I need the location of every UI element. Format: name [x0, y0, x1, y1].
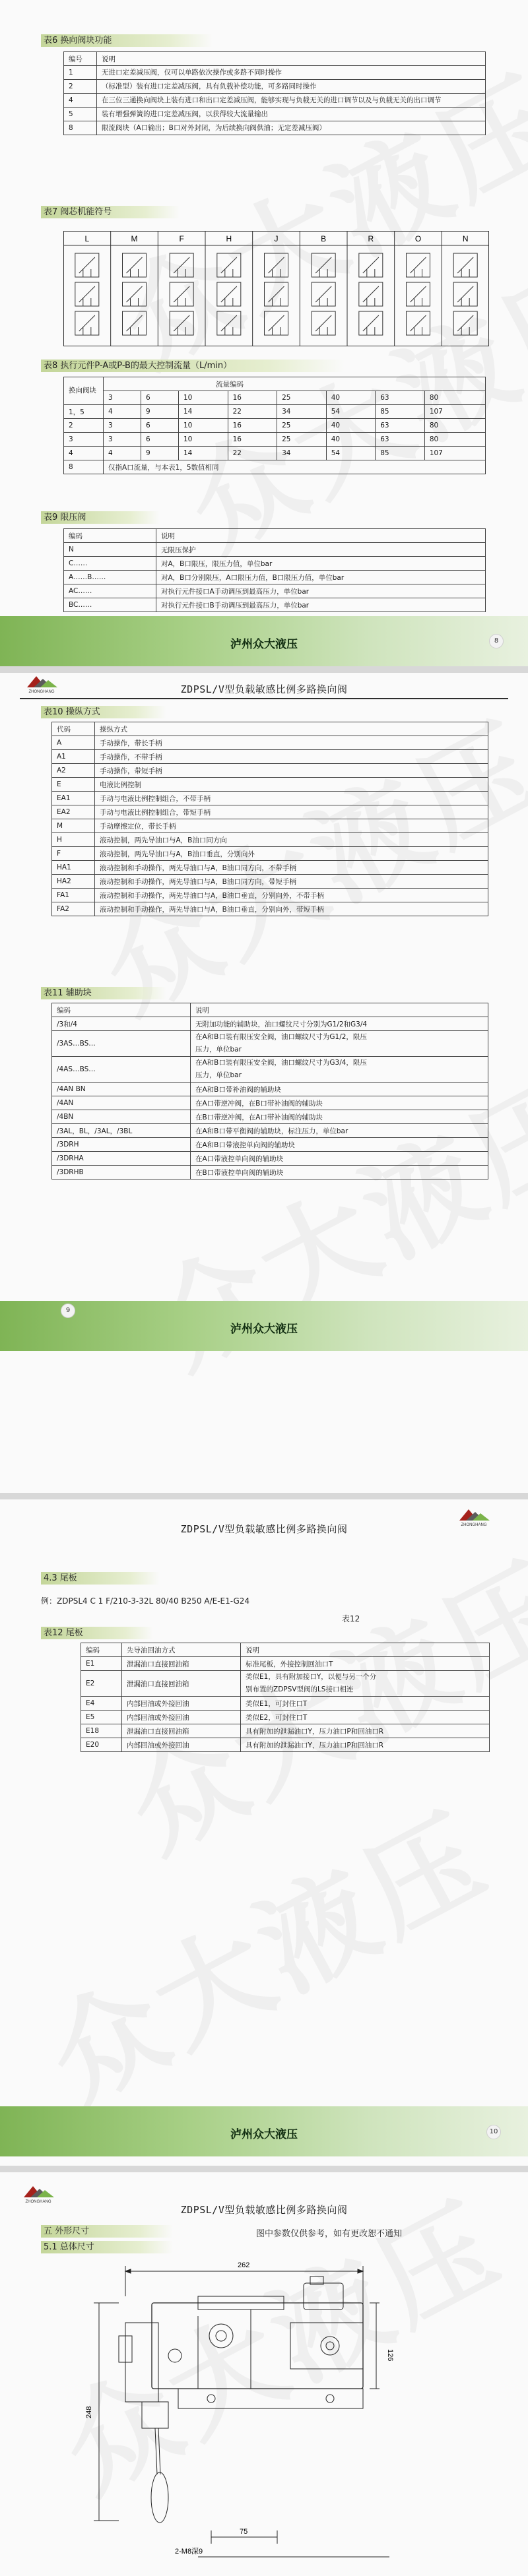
col-header: 流量编码 — [104, 377, 486, 391]
page-footer — [0, 1301, 528, 1351]
spool-flow — [221, 286, 237, 302]
table-cell: 液动控制和手动操作，两先导油口与A，B油口垂直，分别向外，不带手柄 — [95, 889, 488, 902]
table-cell: /3AS…BS… — [52, 1031, 191, 1057]
table-cell: 63 — [376, 419, 425, 433]
table-header-row — [64, 52, 486, 66]
table-cell: A1 — [52, 750, 95, 764]
table-cell: （标准型）装有进口定差减压阀，具有负载补偿功能，可多路同时操作 — [97, 80, 486, 94]
table-cell: E5 — [81, 1711, 122, 1724]
table-cell: A……B…… — [64, 571, 156, 584]
table-row — [52, 861, 488, 875]
table-cell: 无附加功能的辅助块，油口螺纹尺寸分别为G1/2和G3/4 — [191, 1017, 488, 1031]
table-cell: 具有附加的泄漏油口Y，压力油口P和回油口R — [241, 1738, 490, 1752]
col-header: 编码 — [64, 529, 156, 543]
table-cell: C…… — [64, 557, 156, 571]
table-cell: 手动操作，不带手柄 — [95, 750, 488, 764]
section-table6 — [41, 34, 213, 47]
table-cell: 2 — [64, 80, 97, 94]
table-cell: 手动与电液比例控制组合，不带手柄 — [95, 792, 488, 805]
table-cell: 液动控制，两先导油口与A，B油口垂直，分别向外 — [95, 847, 488, 861]
table-cell: 在A和B口装有限压安全阀，油口螺纹尺寸为G3/4，限压 压力，单位bar — [191, 1057, 488, 1083]
spool-flow — [127, 315, 143, 331]
order-example: 例：ZDPSL4 C 1 F/210-3-32L 80/40 B250 A/E-E1-G24 — [41, 1596, 250, 1606]
spool-label: R — [368, 234, 374, 243]
spool-label: N — [462, 234, 469, 243]
table-cell: 内部回油或外接回油 — [122, 1711, 241, 1724]
table-caption: 表12 — [342, 1614, 360, 1623]
table-cell: E20 — [81, 1738, 122, 1752]
table-row — [52, 1124, 488, 1138]
table-cell: A2 — [52, 764, 95, 778]
spool-label: B — [321, 234, 327, 243]
table-cell: 40 — [326, 419, 376, 433]
table-cell: E — [52, 778, 95, 792]
table-row — [64, 121, 486, 135]
page-number: 8 — [489, 634, 504, 648]
spool-flow — [221, 315, 237, 331]
symbols-frame — [64, 232, 489, 346]
spool-flow — [315, 315, 331, 331]
page-footer — [0, 616, 528, 666]
table-row — [52, 875, 488, 889]
company-name: 泸州众大液压 — [230, 1323, 298, 1335]
table-row — [52, 1110, 488, 1124]
table-cell: 9 — [141, 447, 179, 460]
page-header — [0, 2172, 528, 2216]
spool-flow — [363, 257, 379, 273]
table-row — [52, 1057, 488, 1083]
table-cell: 液动控制和手动操作，两先导油口与A，B油口同方向，不带手柄 — [95, 861, 488, 875]
spool-flow — [174, 315, 189, 331]
table-cell: 内部回油或外接回油 — [122, 1738, 241, 1752]
doc-title: ZDPSL/V型负载敏感比例多路换向阀 — [180, 683, 348, 695]
dim-thread: 2-M8深9 — [175, 2548, 203, 2556]
table-cell: 54 — [326, 405, 376, 419]
col-header: 说明 — [97, 52, 486, 66]
table-cell: EA1 — [52, 792, 95, 805]
table-cell: 4 — [64, 94, 97, 108]
table-cell: E18 — [81, 1724, 122, 1738]
spool-flow — [269, 315, 284, 331]
table-row — [52, 902, 488, 916]
table-row — [52, 1152, 488, 1166]
table-title: 换向阀块功能 — [60, 36, 112, 46]
table-cell: 无进口定差减压阀，仅可以单路依次操作或多路不同时操作 — [97, 66, 486, 80]
page-footer — [0, 2106, 528, 2156]
col-header: 编码 — [81, 1643, 122, 1657]
table-row — [52, 736, 488, 750]
spool-flow — [363, 315, 379, 331]
spool-flow — [269, 286, 284, 302]
dim-75: 75 — [240, 2528, 248, 2536]
col-header: 编码 — [52, 1003, 191, 1017]
table-cell: 类似E1，具有附加接口Y，以便与另一个分 别布置的ZDPSV型阀的LS接口相连 — [241, 1671, 490, 1697]
table-cell: /4AN — [52, 1096, 191, 1110]
page-9 — [0, 673, 528, 1493]
table-row — [64, 543, 486, 557]
table10 — [51, 722, 488, 916]
spool-flow — [457, 286, 473, 302]
dim-126: 126 — [386, 2349, 394, 2362]
table-cell: 3 — [64, 433, 104, 447]
table-cell: 1 — [64, 66, 97, 80]
table-cell: 对执行元件接口A手动调压到最高压力，单位bar — [156, 584, 486, 598]
table-cell: BC…… — [64, 598, 156, 612]
table-cell: 类似E2，可封住口T — [241, 1711, 490, 1724]
spool-flow — [457, 315, 473, 331]
table-cell: E1 — [81, 1657, 122, 1671]
col-header: 说明 — [241, 1643, 490, 1657]
table-cell: E4 — [81, 1697, 122, 1711]
section-heading: 5.1 总体尺寸 — [44, 2242, 94, 2252]
table-cell: 手动操作，带短手柄 — [95, 764, 488, 778]
table-cell: 9 — [141, 405, 179, 419]
table-cell: M — [52, 819, 95, 833]
table-row — [81, 1671, 490, 1697]
section-table9: 表9 限压阀 — [41, 511, 160, 524]
table-cell: /3和/4 — [52, 1017, 191, 1031]
table-row — [52, 1083, 488, 1096]
table-cell: 16 — [228, 433, 277, 447]
table-cell: 泄漏油口直接回油箱 — [122, 1657, 241, 1671]
spool-flow — [127, 286, 143, 302]
table-row — [64, 433, 486, 447]
table-row — [81, 1711, 490, 1724]
section-heading: 五 外形尺寸 — [44, 2226, 90, 2236]
table-row — [81, 1724, 490, 1738]
table-row — [64, 571, 486, 584]
spool-flow — [127, 257, 143, 273]
table-cell: N — [64, 543, 156, 557]
table-cell: EA2 — [52, 805, 95, 819]
table-cell: 手动操作，带长手柄 — [95, 736, 488, 750]
table-cell: 107 — [424, 405, 485, 419]
table-cell: 8 — [64, 460, 104, 474]
page-11 — [0, 2172, 528, 2576]
col-header: 先导油回油方式 — [122, 1643, 241, 1657]
table-cell: 80 — [424, 419, 485, 433]
spool-flow — [174, 257, 189, 273]
table-row — [52, 819, 488, 833]
table-cell: 在A口带逆冲阀，在B口带补油阀的辅助块 — [191, 1096, 488, 1110]
table-cell: 3 — [104, 433, 141, 447]
spool-flow — [315, 286, 331, 302]
table-row — [52, 1031, 488, 1057]
spool-flow — [363, 286, 379, 302]
table-cell: 4 — [104, 447, 141, 460]
flow-code: 3 — [104, 391, 141, 405]
table-row — [64, 460, 486, 474]
table-cell: 85 — [376, 447, 425, 460]
table-cell: /3DRH — [52, 1138, 191, 1152]
table-cell: 10 — [179, 419, 228, 433]
table-cell: 25 — [277, 419, 327, 433]
table-cell: 40 — [326, 433, 376, 447]
spool-flow — [221, 257, 237, 273]
table-cell: 在B口带液控单向阀的辅助块 — [191, 1166, 488, 1179]
table-cell: 16 — [228, 419, 277, 433]
table-cell: 34 — [277, 447, 327, 460]
table-cell: 80 — [424, 433, 485, 447]
table-row — [52, 1138, 488, 1152]
table-cell: 在三位三通换向阀块上装有进口和出口定差减压阀，能够实现与负载无关的进口调节以及与负载无关的出口调节 — [97, 94, 486, 108]
table-cell: 10 — [179, 433, 228, 447]
spool-flow — [315, 257, 331, 273]
spool-label: M — [131, 234, 138, 243]
flow-code: 25 — [277, 391, 327, 405]
spool-label: H — [226, 234, 232, 243]
spool-flow — [79, 315, 95, 331]
table-cell: /3DRHA — [52, 1152, 191, 1166]
dim-248: 248 — [85, 2406, 93, 2418]
spool-flow — [269, 257, 284, 273]
page-header — [0, 673, 528, 701]
table-cell: 手动与电液比例控制组合，带短手柄 — [95, 805, 488, 819]
table-row — [64, 557, 486, 571]
doc-title: ZDPSL/V型负载敏感比例多路换向阀 — [180, 2204, 348, 2216]
table-cell: 在A和B口带液控单向阀的辅助块 — [191, 1138, 488, 1152]
spool-flow — [174, 286, 189, 302]
doc-title: ZDPSL/V型负载敏感比例多路换向阀 — [180, 1523, 348, 1535]
table-row — [64, 66, 486, 80]
header-rule — [20, 698, 508, 699]
table-row — [81, 1657, 490, 1671]
table-cell: /4AS…BS… — [52, 1057, 191, 1083]
table-row — [64, 447, 486, 460]
spool-label: O — [414, 234, 422, 243]
table-cell: 5 — [64, 108, 97, 121]
table-cell: 对A，B口分别限压，A口限压力值，B口限压力值，单位bar — [156, 571, 486, 584]
table-row — [64, 598, 486, 612]
page-8 — [0, 0, 528, 666]
table-cell: AC…… — [64, 584, 156, 598]
company-logo — [20, 2184, 66, 2204]
table-cell: FA2 — [52, 902, 95, 916]
page-number: 10 — [486, 2125, 501, 2139]
table-row — [81, 1738, 490, 1752]
table-cell-line: 别布置的ZDPSV型阀的LS接口相连 — [246, 1685, 354, 1693]
table-row — [64, 108, 486, 121]
col-header: 操纵方式 — [95, 722, 488, 736]
table-cell: 液动控制和手动操作，两先导油口与A，B油口同方向，带短手柄 — [95, 875, 488, 889]
table-cell: 类似E1，可封住口T — [241, 1697, 490, 1711]
col-header: 代码 — [52, 722, 95, 736]
svg-text:ZHONGHANG: ZHONGHANG — [461, 1523, 487, 1527]
table-cell: 8 — [64, 121, 97, 135]
section-table7: 表7 阀芯机能符号 — [41, 206, 180, 218]
table-cell: 6 — [141, 419, 179, 433]
col-header: 说明 — [191, 1003, 488, 1017]
company-name: 泸州众大液压 — [230, 2128, 298, 2141]
table-cell: 标准尾板，外接控制回油口T — [241, 1657, 490, 1671]
table-cell: 内部回油或外接回油 — [122, 1697, 241, 1711]
table-cell: H — [52, 833, 95, 847]
table-cell: FA1 — [52, 889, 95, 902]
table-cell: 泄漏油口直接回油箱 — [122, 1671, 241, 1697]
section-table10: 表10 操纵方式 — [41, 706, 166, 718]
spool-symbols-svg — [63, 231, 489, 346]
table-cell: 装有增强弹簧的进口定差减压阀，以获得较大流量输出 — [97, 108, 486, 121]
table-cell: 22 — [228, 447, 277, 460]
section-5-1 — [41, 2241, 173, 2253]
spool-flow — [79, 257, 95, 273]
table-cell: 25 — [277, 433, 327, 447]
table-row — [52, 1166, 488, 1179]
table-cell-line: 压力，单位bar — [195, 1046, 242, 1053]
table-row — [52, 778, 488, 792]
table-cell: 电液比例控制 — [95, 778, 488, 792]
table-cell: F — [52, 847, 95, 861]
section-4-3 — [41, 1572, 160, 1585]
table-cell: 3 — [104, 419, 141, 433]
table-cell: E2 — [81, 1671, 122, 1697]
spool-flow — [457, 257, 473, 273]
table-cell: 限流阀块（A口输出；B口对外封闭，为后续换向阀供油；无定差减压阀） — [97, 121, 486, 135]
table-row — [81, 1697, 490, 1711]
table-cell: 对执行元件接口B手动调压到最高压力，单位bar — [156, 598, 486, 612]
table-header-row — [64, 391, 486, 405]
col-header: 说明 — [156, 529, 486, 543]
table-cell: 手动摩擦定位，带长手柄 — [95, 819, 488, 833]
company-name: 泸州众大液压 — [230, 638, 298, 650]
table-row — [52, 750, 488, 764]
table-cell: 54 — [326, 447, 376, 460]
table-cell: 14 — [179, 405, 228, 419]
section-table12: 表12 尾板 — [41, 1627, 153, 1639]
spool-flow — [411, 257, 426, 273]
table-cell: 14 — [179, 447, 228, 460]
notice: 图中参数仅供参考，如有更改恕不通知 — [256, 2229, 403, 2239]
table-cell: HA2 — [52, 875, 95, 889]
table9 — [63, 528, 486, 612]
table-cell: 对A，B口限压，限压力值，单位bar — [156, 557, 486, 571]
page-number: 9 — [61, 1304, 75, 1318]
table-row — [64, 80, 486, 94]
section-heading: 4.3 尾板 — [44, 1573, 77, 1583]
col-header: 编号 — [64, 52, 97, 66]
flow-code: 16 — [228, 391, 277, 405]
section-table8: 表8 执行元件P-A或P-B的最大控制流量（L/min） — [41, 360, 345, 372]
table-cell: 具有附加的泄漏油口Y，压力油口P和回油口R — [241, 1724, 490, 1738]
spool-symbols — [63, 231, 489, 346]
table-row — [52, 805, 488, 819]
page-header — [0, 1499, 528, 1535]
flow-code: 63 — [376, 391, 425, 405]
table-cell: /3DRHB — [52, 1166, 191, 1179]
dimension-drawing — [79, 2257, 449, 2567]
table-cell: 1，5 — [64, 405, 104, 419]
table-cell: 34 — [277, 405, 327, 419]
table-row — [52, 889, 488, 902]
table-cell: 6 — [141, 433, 179, 447]
table-cell: /4AN BN — [52, 1083, 191, 1096]
table-cell: 2 — [64, 419, 104, 433]
table-cell: /4BN — [52, 1110, 191, 1124]
table-row — [52, 792, 488, 805]
svg-text:ZHONGHANG: ZHONGHANG — [25, 2200, 51, 2204]
table-row — [52, 1096, 488, 1110]
table-cell: 4 — [64, 447, 104, 460]
table-cell: A — [52, 736, 95, 750]
table-row — [64, 584, 486, 598]
spool-label: L — [84, 234, 90, 243]
table-cell: 在A和B口带平衡阀的辅助块，标注压力，单位bar — [191, 1124, 488, 1138]
table11 — [51, 1003, 488, 1179]
spool-flow — [79, 286, 95, 302]
flow-code: 6 — [141, 391, 179, 405]
page-10 — [0, 1499, 528, 2166]
table-row — [52, 847, 488, 861]
table-row — [64, 405, 486, 419]
table-cell: /3AL，BL，/3AL，/3BL — [52, 1124, 191, 1138]
table-cell: 无限压保护 — [156, 543, 486, 557]
spool-label: F — [179, 234, 184, 243]
table-cell: 液动控制，两先导油口与A，B油口同方向 — [95, 833, 488, 847]
table-cell: 107 — [424, 447, 485, 460]
table-cell: 4 — [104, 405, 141, 419]
flow-code: 40 — [326, 391, 376, 405]
table-row — [52, 833, 488, 847]
flow-code: 80 — [424, 391, 485, 405]
table12 — [81, 1643, 490, 1752]
table-row — [64, 419, 486, 433]
section-5 — [41, 2225, 173, 2238]
table6 — [63, 51, 486, 135]
table-cell-line: 压力，单位bar — [195, 1071, 242, 1079]
table-row — [52, 764, 488, 778]
table-row — [52, 1017, 488, 1031]
table-label: 表6 — [44, 36, 58, 46]
table-cell: 在A口带液控单向阀的辅助块 — [191, 1152, 488, 1166]
spool-flow — [411, 315, 426, 331]
svg-text:ZHONGHANG: ZHONGHANG — [28, 690, 55, 694]
table-cell: 泄漏油口直接回油箱 — [122, 1724, 241, 1738]
section-table11: 表11 辅助块 — [41, 987, 166, 999]
table-cell: 63 — [376, 433, 425, 447]
table-cell: 85 — [376, 405, 425, 419]
table-row — [64, 94, 486, 108]
table-cell: 在B口带逆冲阀，在A口带补油阀的辅助块 — [191, 1110, 488, 1124]
flow-code: 10 — [179, 391, 228, 405]
table-cell: 液动控制和手动操作，两先导油口与A，B油口垂直，分别向外，带短手柄 — [95, 902, 488, 916]
table8 — [63, 377, 486, 474]
table-cell: 在A和B口装有限压安全阀，油口螺纹尺寸为G1/2，限压 压力，单位bar — [191, 1031, 488, 1057]
table-cell: 在A和B口带补油阀的辅助块 — [191, 1083, 488, 1096]
watermark — [16, 1767, 512, 2132]
col-header: 换向阀块 — [64, 377, 104, 405]
dim-262: 262 — [238, 2261, 250, 2269]
table-cell: HA1 — [52, 861, 95, 875]
spool-flow — [411, 286, 426, 302]
spool-label: J — [274, 234, 279, 243]
table-note: 仅指A口流量，与本表1，5数值相同 — [104, 460, 486, 474]
table-cell: 22 — [228, 405, 277, 419]
